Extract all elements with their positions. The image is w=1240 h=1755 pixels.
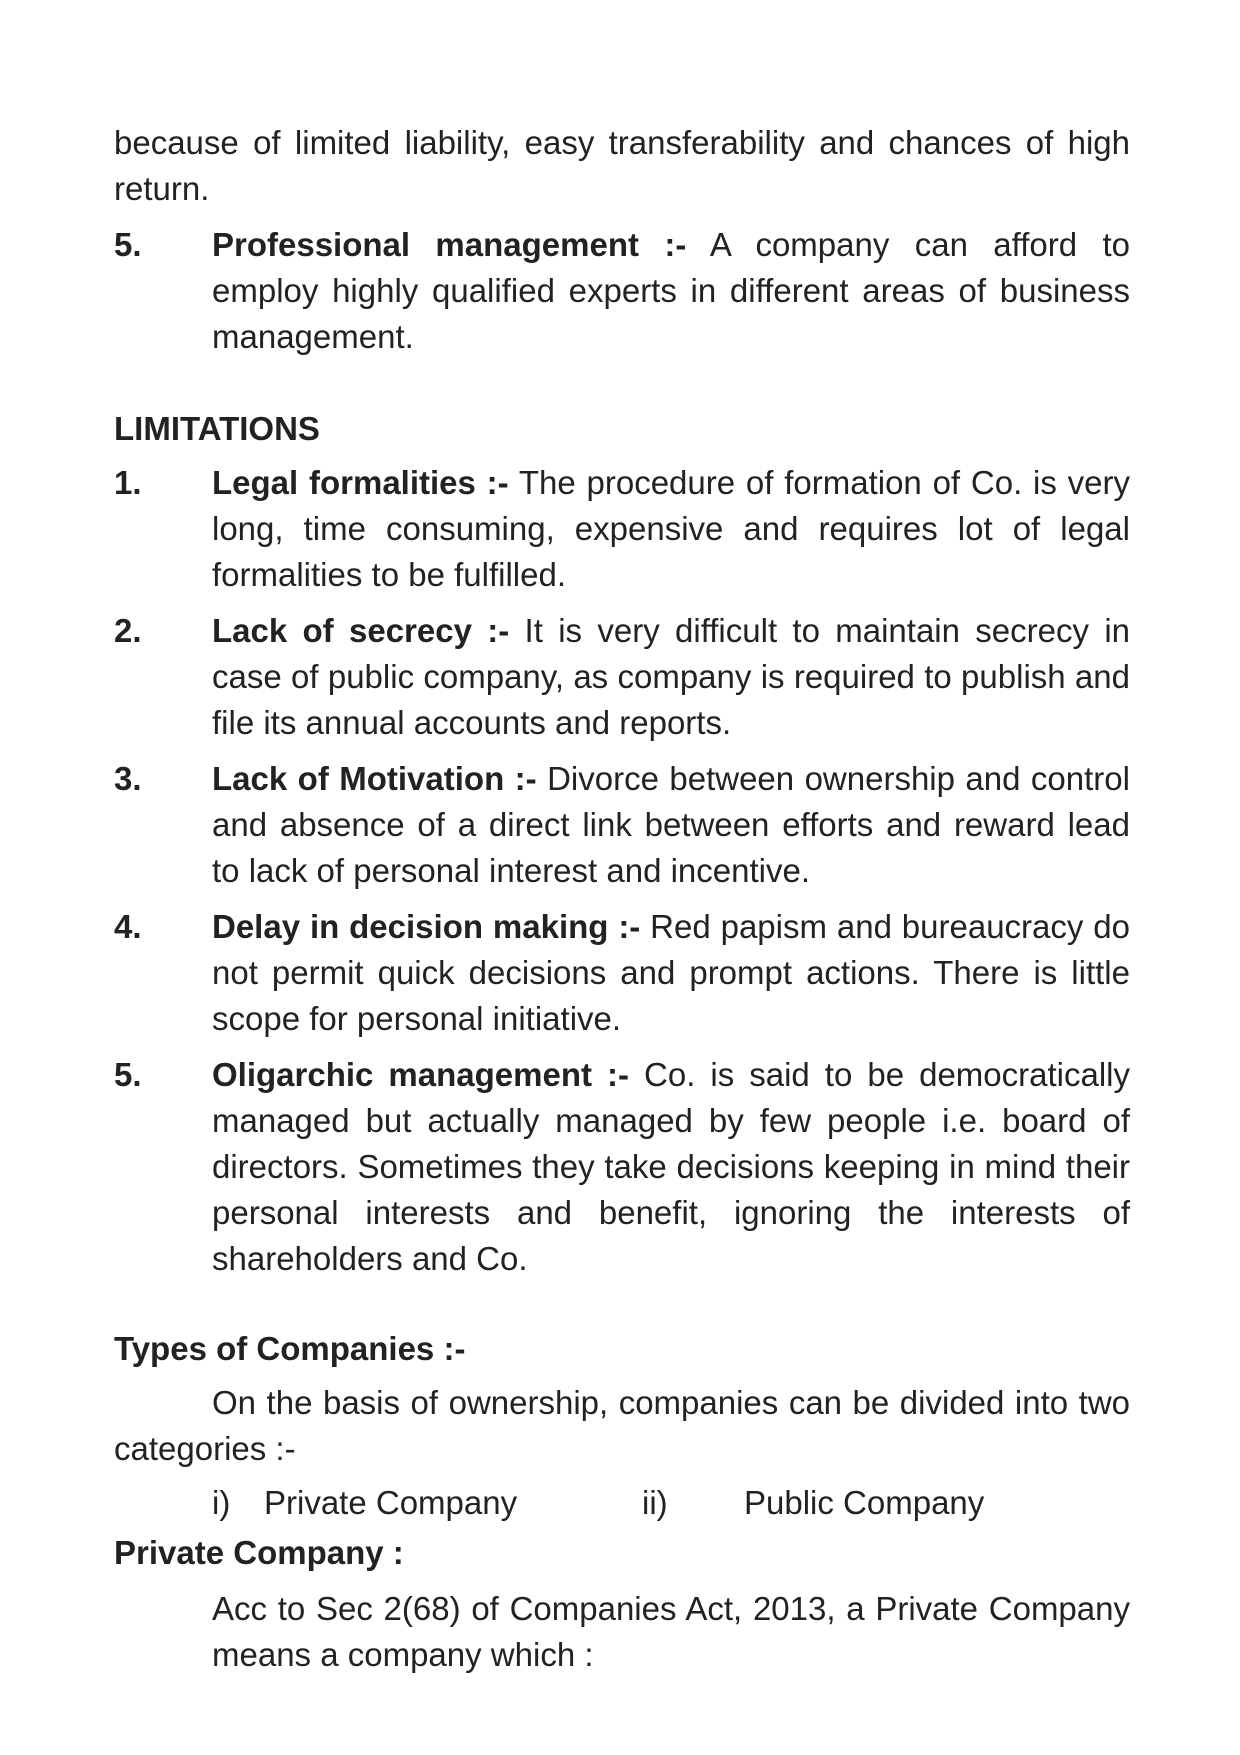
item-text: Co. is said to be democratically managed but actually managed by few people i.e. board of directors. Sometimes they take decisions keeping in mind their personal interests and benefit, ignoring the interests of shareholders and Co. (212, 1056, 1130, 1277)
type-numeral: i) (212, 1484, 231, 1521)
item-number: 2. (114, 612, 142, 649)
item-term: Delay in decision making :- (212, 908, 641, 945)
advantage-item-5 (114, 222, 1130, 360)
item-number: 1. (114, 464, 142, 501)
types-intro-paragraph: On the basis of ownership, companies can be divided into two categories :- (114, 1384, 1130, 1467)
intro-paragraph: because of limited liability, easy transferability and chances of high return. (114, 124, 1130, 207)
item-body (212, 1052, 1130, 1282)
document-page (114, 120, 1130, 1678)
item-text: It is very difficult to maintain secrecy in case of public company, as company is required to publish and file its annual accounts and reports. (212, 612, 1131, 741)
type-numeral: ii) (642, 1484, 668, 1521)
type-label: Public Company (744, 1484, 985, 1521)
item-number: 3. (114, 760, 142, 797)
item-number: 4. (114, 908, 142, 945)
limitation-item-4 (114, 904, 1130, 1042)
limitation-item-1 (114, 460, 1130, 598)
item-term: Lack of secrecy :- (212, 612, 510, 649)
company-types-list (212, 1480, 1130, 1526)
item-number: 5. (114, 1056, 142, 1093)
type-label: Private Company (264, 1484, 518, 1521)
item-term: Legal formalities :- (212, 464, 509, 501)
item-body (212, 608, 1130, 746)
item-body (212, 460, 1130, 598)
limitations-heading: LIMITATIONS (114, 410, 320, 447)
item-text: Red papism and bureaucracy do not permit quick decisions and prompt actions. There is little scope for personal initiative. (212, 908, 1130, 1037)
limitation-item-2 (114, 608, 1130, 746)
type-option-private (212, 1480, 642, 1526)
item-text: The procedure of formation of Co. is very long, time consuming, expensive and requires lot of legal formalities to be fulfilled. (212, 464, 1131, 593)
item-number: 5. (114, 226, 142, 263)
item-term: Lack of Motivation :- (212, 760, 537, 797)
item-body (212, 222, 1130, 360)
types-heading: Types of Companies :- (114, 1330, 466, 1367)
type-option-public (642, 1480, 984, 1526)
item-body (212, 904, 1130, 1042)
item-text: A company can afford to employ highly qualified experts in different areas of business management. (212, 226, 1130, 355)
private-company-definition: Acc to Sec 2(68) of Companies Act, 2013, a Private Company means a company which : (212, 1590, 1130, 1673)
item-body (212, 756, 1130, 894)
limitation-item-5 (114, 1052, 1130, 1282)
item-text: Divorce between ownership and control and absence of a direct link between efforts and reward lead to lack of personal interest and incentive. (212, 760, 1130, 889)
private-company-heading: Private Company : (114, 1534, 404, 1571)
limitation-item-3 (114, 756, 1130, 894)
item-term: Professional management :- (212, 226, 687, 263)
item-term: Oligarchic management :- (212, 1056, 629, 1093)
